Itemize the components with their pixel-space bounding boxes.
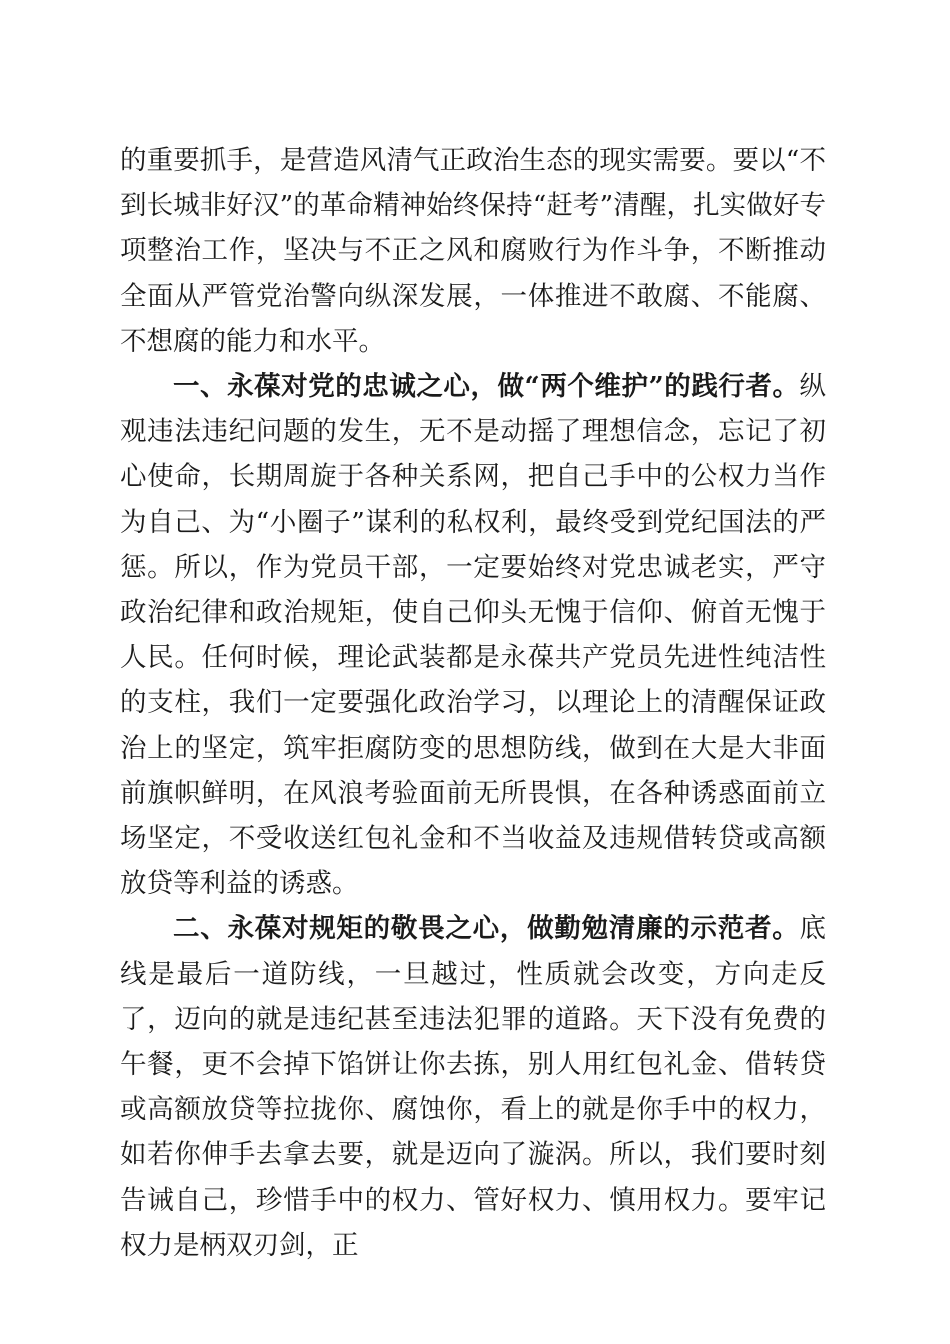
paragraph-intro xyxy=(120,138,826,364)
section-two-heading: 二、永葆对规矩的敬畏之心，做勤勉清廉的示范者。 xyxy=(173,913,800,945)
document-body xyxy=(120,138,826,1268)
paragraph-section-one xyxy=(120,364,826,906)
section-two-text: 底线是最后一道防线，一旦越过，性质就会改变，方向走反了，迈向的就是违纪甚至违法犯罪的道路。天下没有免费的午餐，更不会掉下馅饼让你去拣，别人用红包礼金、借转贷或高额放贷等拉拢你、腐蚀你，看上的就是你手中的权力，如若你伸手去拿去要，就是迈向了漩涡。所以，我们要时刻告诫自己，珍惜手中的权力、管好权力、慎用权力。要牢记权力是柄双刃剑，正 xyxy=(120,913,826,1261)
section-one-heading: 一、永葆对党的忠诚之心，做“两个维护”的践行者。 xyxy=(173,371,800,403)
paragraph-section-two xyxy=(120,906,826,1268)
section-one-text: 纵观违法违纪问题的发生，无不是动摇了理想信念，忘记了初心使命，长期周旋于各种关系网，把自己手中的公权力当作为自己、为“小圈子”谋利的私权利，最终受到党纪国法的严惩。所以，作为党员干部，一定要始终对党忠诚老实，严守政治纪律和政治规矩，使自己仰头无愧于信仰、俯首无愧于人民。任何时候，理论武装都是永葆共产党员先进性纯洁性的支柱，我们一定要强化政治学习，以理论上的清醒保证政治上的坚定，筑牢拒腐防变的思想防线，做到在大是大非面前旗帜鲜明，在风浪考验面前无所畏惧，在各种诱惑面前立场坚定，不受收送红包礼金和不当收益及违规借转贷或高额放贷等利益的诱惑。 xyxy=(120,371,826,900)
paragraph-intro-text: 的重要抓手，是营造风清气正政治生态的现实需要。要以“不到长城非好汉”的革命精神始终保持“赶考”清醒，扎实做好专项整治工作，坚决与不正之风和腐败行为作斗争，不断推动全面从严管党治警向纵深发展，一体推进不敢腐、不能腐、不想腐的能力和水平。 xyxy=(120,145,826,357)
